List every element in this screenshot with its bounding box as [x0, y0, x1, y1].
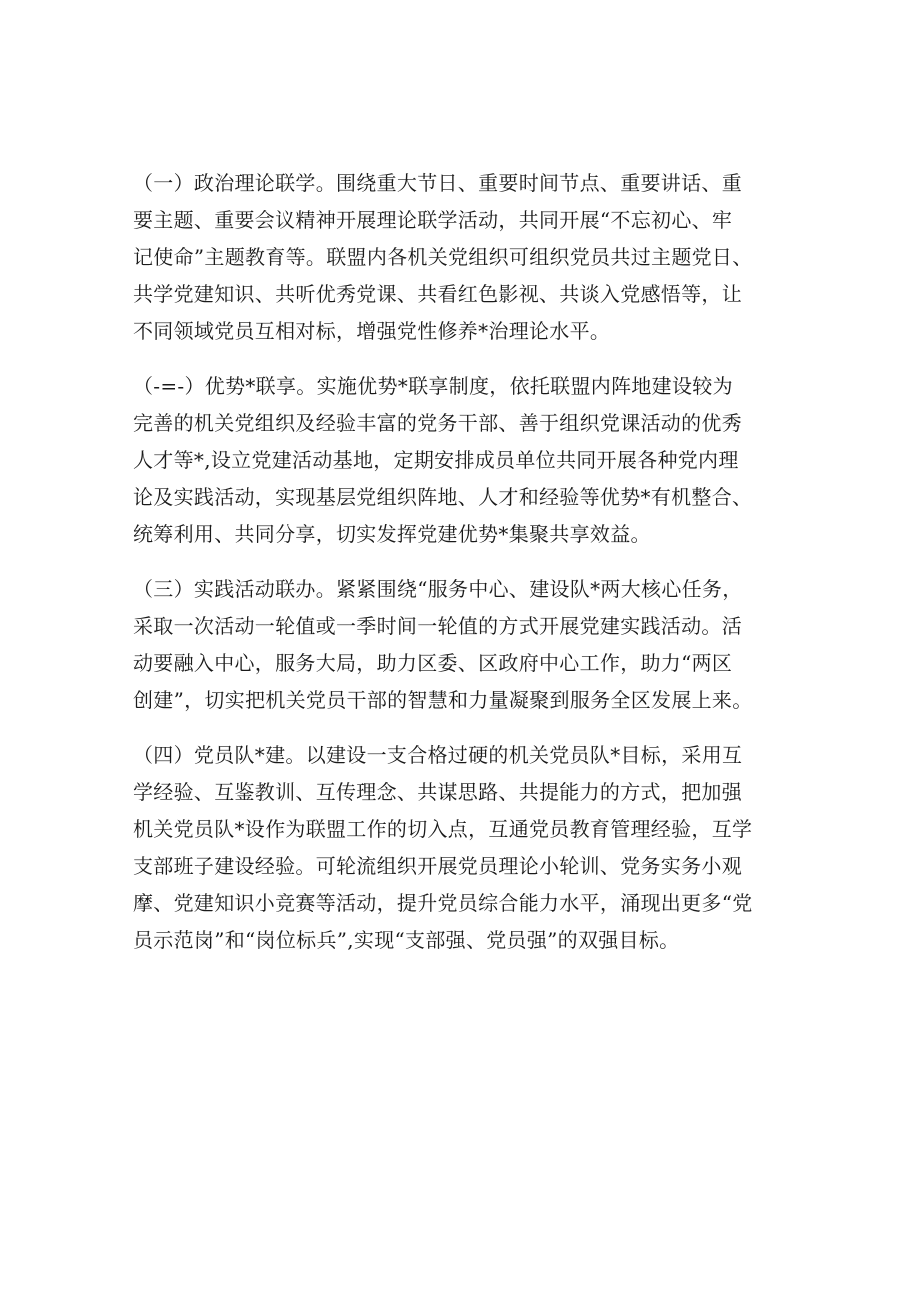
text-line: 机关党员队*设作为联盟工作的切入点，互通党员教育管理经验，互学: [133, 817, 753, 841]
text-line: （一）政治理论联学。围绕重大节日、重要时间节点、重要讲话、重: [133, 171, 742, 195]
text-line: 动要融入中心，服务大局，助力区委、区政府中心工作，助力“两区: [133, 651, 733, 675]
paragraph-advantage-sharing: [133, 368, 805, 553]
text-line: （-=-）优势*联享。实施优势*联享制度，依托联盟内阵地建设较为: [133, 374, 733, 398]
text-line: 创建”，切实把机关党员干部的智慧和力量凝聚到服务全区发展上来。: [133, 688, 753, 712]
text-line: 共学党建知识、共听优秀党课、共看红色影视、共谈入党感悟等，让: [133, 282, 742, 306]
text-line: 要主题、重要会议精神开展理论联学活动，共同开展“不忘初心、牢: [133, 208, 733, 232]
text-line: 论及实践活动，实现基层党组织阵地、人才和经验等优势*有机整合、: [133, 485, 753, 509]
text-line: （三）实践活动联办。紧紧围绕“服务中心、建设队*两大核心任务，: [133, 577, 743, 601]
text-line: 学经验、互鉴教训、互传理念、共谋思路、共提能力的方式，把加强: [133, 780, 742, 804]
paragraph-party-team-building: [133, 737, 805, 959]
text-line: 采取一次活动一轮值或一季时间一轮值的方式开展党建实践活动。活: [133, 614, 742, 638]
text-line: 员示范岗”和“岗位标兵”,实现“支部强、党员强”的双强目标。: [133, 928, 680, 952]
text-line: 摩、党建知识小竞赛等活动，提升党员综合能力水平，涌现出更多“党: [133, 891, 753, 915]
text-line: （四）党员队*建。以建设一支合格过硬的机关党员队*目标，采用互: [133, 743, 743, 767]
text-line: 统筹利用、共同分享，切实发挥党建优势*集聚共享效益。: [133, 522, 651, 546]
text-line: 完善的机关党组织及经验丰富的党务干部、善于组织党课活动的优秀: [133, 411, 742, 435]
paragraph-practice-activities: [133, 571, 805, 719]
text-line: 支部班子建设经验。可轮流组织开展党员理论小轮训、党务实务小观: [133, 854, 742, 878]
text-line: 记使命”主题教育等。联盟内各机关党组织可组织党员共过主题党日、: [133, 245, 753, 269]
text-line: 不同领域党员互相对标，增强党性修养*治理论水平。: [133, 319, 611, 343]
paragraph-political-theory: [133, 165, 805, 350]
text-line: 人才等*,设立党建活动基地，定期安排成员单位共同开展各种党内理: [133, 448, 739, 472]
document-body: [133, 165, 805, 977]
